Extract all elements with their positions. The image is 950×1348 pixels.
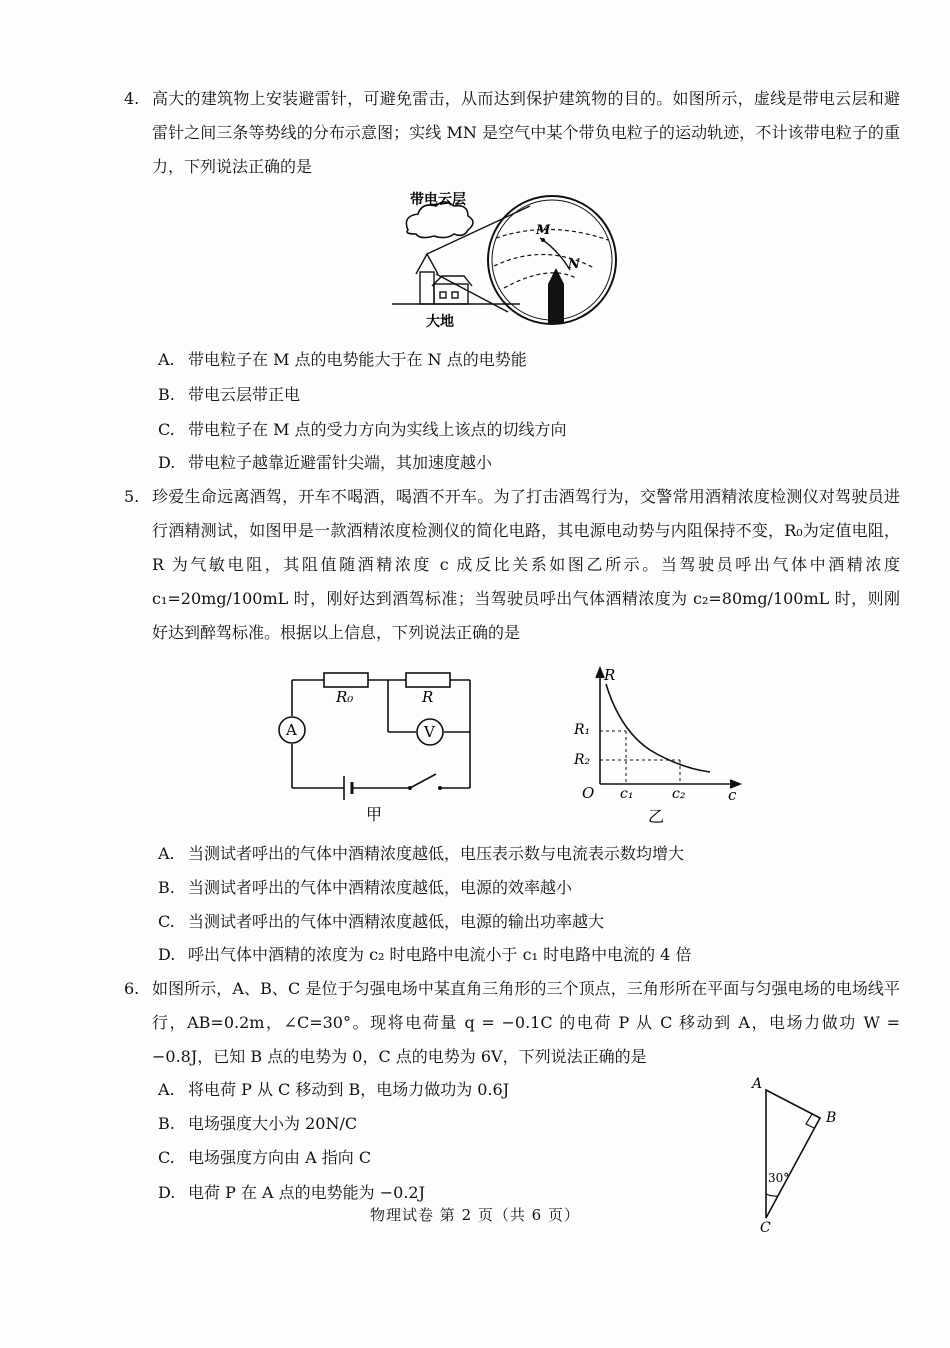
option-a: A. 带电粒子在 M 点的电势能大于在 N 点的电势能	[158, 350, 527, 369]
r2-label: R₂	[574, 752, 591, 768]
c1-label: c₁	[620, 786, 634, 802]
r-c-curve	[606, 684, 710, 772]
equipotential-line	[496, 229, 608, 240]
triangle-abc	[766, 1090, 820, 1218]
r-label: R	[422, 688, 434, 706]
question-number: 6.	[124, 979, 140, 998]
point-m: M	[536, 223, 551, 238]
r0-label: R₀	[336, 688, 354, 706]
origin-label: O	[582, 784, 595, 802]
lightning-rod-figure	[380, 180, 620, 346]
question-5	[124, 480, 900, 650]
resistance-concentration-graph	[560, 660, 760, 830]
question-text: 如图所示，A、B、C 是位于匀强电场中某直角三角形的三个顶点，三角形所在平面与匀强电场的电场线平行，AB=0.2m，∠C=30°。现将电荷量 q = −0.1C 的电荷 P 从 C 移动到 A，电场力做功 W = −0.8J，已知 B 点的电势为 0，C 点的电势为 6V，下列说法正确的是	[152, 979, 900, 1066]
option-b: B. 当测试者呼出的气体中酒精浓度越低，电源的效率越小	[158, 878, 573, 897]
lightning-rod	[548, 268, 564, 324]
option-d: D. 电荷 P 在 A 点的电势能为 −0.2J	[158, 1183, 426, 1202]
voltmeter-label: V	[424, 723, 435, 741]
resistor-r0	[324, 673, 368, 687]
circuit-diagram	[270, 664, 490, 826]
point-n: N	[568, 257, 580, 272]
option-c: C. 带电粒子在 M 点的受力方向为实线上该点的切线方向	[158, 420, 567, 439]
question-number: 4.	[124, 89, 140, 108]
graph-caption: 乙	[648, 807, 665, 826]
option-d: D. 呼出气体中酒精的浓度为 c₂ 时电路中电流小于 c₁ 时电路中电流的 4 倍	[158, 945, 692, 964]
vertex-b: B	[826, 1110, 837, 1126]
option-c: C. 当测试者呼出的气体中酒精浓度越低，电源的输出功率越大	[158, 912, 605, 931]
question-6	[124, 972, 900, 1074]
option-d: D. 带电粒子越靠近避雷针尖端，其加速度越小	[158, 453, 493, 472]
c2-label: c₂	[672, 786, 686, 802]
option-b: B. 带电云层带正电	[158, 385, 301, 404]
y-axis-label: R	[604, 666, 616, 684]
ammeter-label: A	[286, 721, 297, 739]
circuit-caption: 甲	[366, 805, 383, 824]
equipotential-line	[504, 273, 576, 288]
cloud-label: 带电云层	[410, 192, 466, 208]
page-footer: 物理试卷 第 2 页（共 6 页）	[370, 1206, 580, 1224]
x-axis-label: c	[728, 786, 737, 804]
option-b: B. 电场强度大小为 20N/C	[158, 1114, 358, 1133]
angle-label: 30°	[768, 1171, 790, 1185]
question-number: 5.	[124, 487, 140, 506]
option-c: C. 电场强度方向由 A 指向 C	[158, 1148, 372, 1167]
ground-label: 大地	[426, 314, 454, 330]
option-a: A. 当测试者呼出的气体中酒精浓度越低，电压表示数与电流表示数均增大	[158, 844, 685, 863]
question-text: 珍爱生命远离酒驾，开车不喝酒，喝酒不开车。为了打击酒驾行为，交警常用酒精浓度检测仪对驾驶员进行酒精测试，如图甲是一款酒精浓度检测仪的简化电路，其电源电动势与内阻保持不变，R₀为定值电阻，R 为气敏电阻，其阻值随酒精浓度 c 成反比关系如图乙所示。当驾驶员呼出气体中酒精浓度 c₁=20mg/100mL 时，刚好达到酒驾标准；当驾驶员呼出气体酒精浓度为 c₂=80mg/100mL 时，则刚好达到醉驾标准。根据以上信息，下列说法正确的是	[152, 487, 900, 642]
option-a: A. 将电荷 P 从 C 移动到 B，电场力做功为 0.6J	[158, 1080, 510, 1099]
question-text: 高大的建筑物上安装避雷针，可避免雷击，从而达到保护建筑物的目的。如图所示，虚线是带电云层和避雷针之间三条等势线的分布示意图；实线 MN 是空气中某个带负电粒子的运动轨迹，不计该带电粒子的重力，下列说法正确的是	[152, 89, 900, 176]
switch	[410, 774, 436, 788]
r1-label: R₁	[574, 722, 591, 738]
vertex-a: A	[752, 1076, 763, 1092]
resistor-r	[406, 673, 450, 687]
question-4	[124, 82, 900, 184]
vertex-c: C	[760, 1220, 771, 1236]
